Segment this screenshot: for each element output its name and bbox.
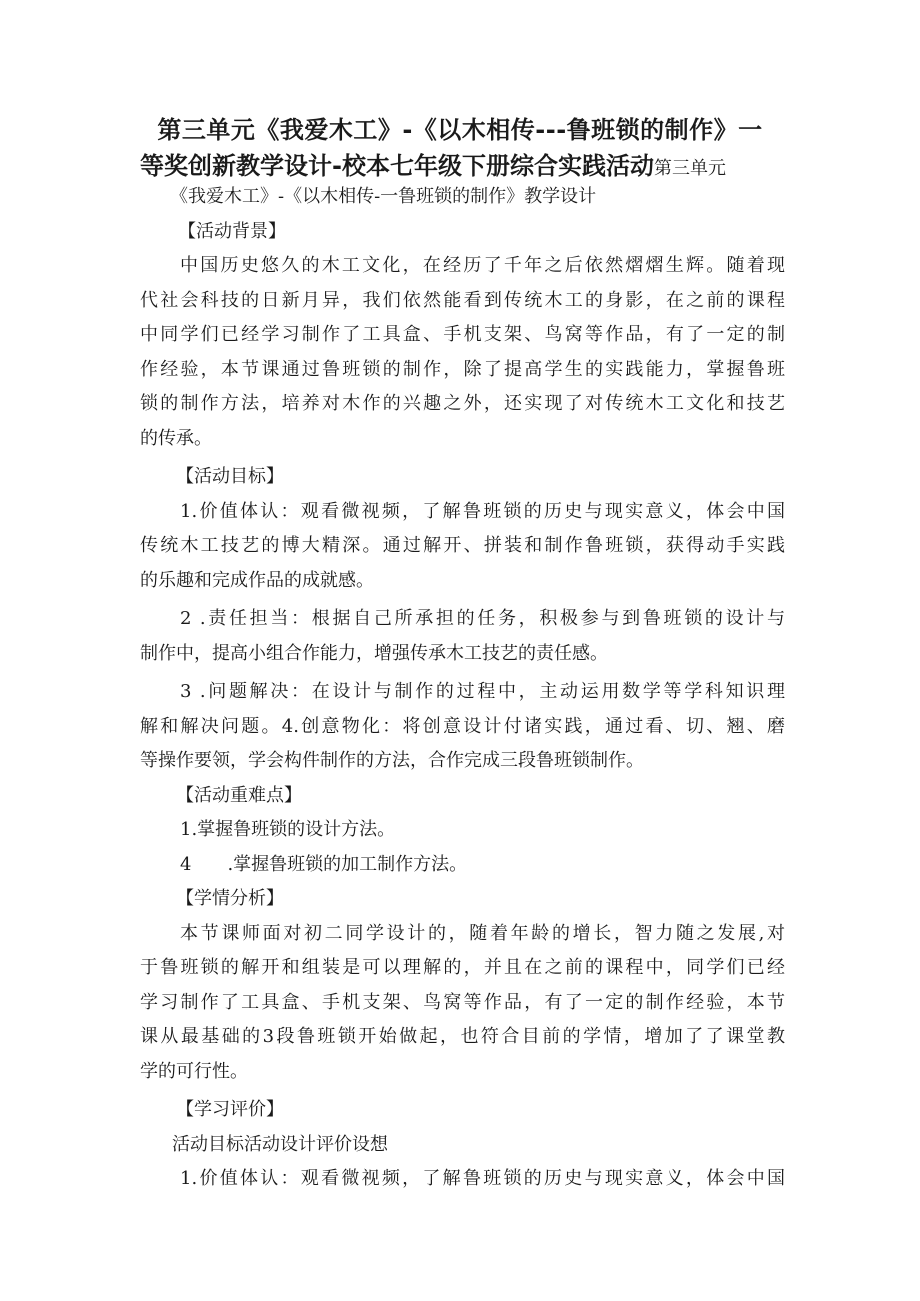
heading-key-points: 【活动重难点】 [176, 784, 302, 806]
paragraph-line: 于鲁班锁的解开和组装是可以理解的，并且在之前的课程中，同学们已经 [140, 957, 785, 978]
paragraph-line: 学习制作了工具盒、手机支架、鸟窝等作品，有了一定的制作经验，本节 [140, 991, 785, 1013]
paragraph-line: 作经验，本节课通过鲁班锁的制作，除了提高学生的实践能力，掌握鲁班 [140, 358, 785, 380]
paragraph-line: 锁的制作方法，培养对木作的兴趣之外，还实现了对传统木工文化和技艺 [140, 393, 785, 414]
paragraph-line: 的传承。 [140, 427, 212, 449]
heading-background: 【活动背景】 [178, 220, 286, 242]
section-analysis [140, 917, 785, 1090]
section-goals [140, 495, 785, 779]
title-line-2-bold: 等奖创新教学设计-校本七年级下册综合实践活动 [140, 152, 654, 180]
heading-evaluation: 【学习评价】 [176, 1099, 284, 1120]
title-line-1: 第三单元《我爱木工》-《以木相传---鲁班锁的制作》一 [157, 116, 763, 144]
paragraph-line: 本节课师面对初二同学设计的，随着年龄的增长，智力随之发展,对 [180, 922, 785, 944]
key-point-1: 1.掌握鲁班锁的设计方法。 [180, 819, 396, 840]
heading-goals: 【活动目标】 [176, 466, 284, 487]
paragraph-line: 学的可行性。 [140, 1060, 248, 1082]
paragraph-line: 传统木工技艺的博大精深。通过解开、拼装和制作鲁班锁，获得动手实践 [140, 535, 785, 556]
paragraph-line: 2 .责任担当：根据自己所承担的任务，积极参与到鲁班锁的设计与 [180, 608, 785, 629]
document-title [140, 112, 780, 187]
section-background [140, 249, 785, 456]
paragraph-line: 1.价值体认：观看微视频，了解鲁班锁的历史与现实意义，体会中国 [180, 500, 785, 522]
paragraph-line: 3 .问题解决：在设计与制作的过程中，主动运用数学等学科知识理 [180, 681, 785, 702]
paragraph-line: 1.价值体认：观看微视频，了解鲁班锁的历史与现实意义，体会中国 [180, 1168, 785, 1189]
key-point-2-number: 4 [180, 853, 192, 875]
title-line-2-tail: 第三单元 [653, 158, 726, 179]
paragraph-line: 中同学们已经学习制作了工具盒、手机支架、鸟窝等作品，有了一定的制 [140, 324, 785, 345]
evaluation-columns: 活动目标活动设计评价设想 [172, 1133, 388, 1155]
paragraph-line: 中国历史悠久的木工文化，在经历了千年之后依然熠熠生辉。随着现 [180, 255, 785, 276]
paragraph-line: 的乐趣和完成作品的成就感。 [140, 569, 374, 591]
document-body [140, 180, 785, 1197]
key-point-2 [140, 848, 785, 883]
heading-analysis: 【学情分析】 [176, 888, 284, 909]
paragraph-line: 制作中，提高小组合作能力，增强传承木工技艺的责任感。 [140, 642, 608, 664]
paragraph-line: 代社会科技的日新月异，我们依然能看到传统木工的身影，在之前的课程 [140, 289, 785, 311]
subtitle: 《我爱木工》-《以木相传-一鲁班锁的制作》教学设计 [170, 186, 597, 207]
paragraph-line: 课从最基础的3段鲁班锁开始做起，也符合目前的学情，增加了了课堂教 [140, 1026, 785, 1047]
paragraph-line: 等操作要领，学会构件制作的方法，合作完成三段鲁班锁制作。 [140, 750, 644, 771]
paragraph-line: 解和解决问题。4.创意物化：将创意设计付诸实践，通过看、切、翘、磨 [140, 715, 785, 737]
key-point-2-text: .掌握鲁班锁的加工制作方法。 [227, 853, 468, 875]
